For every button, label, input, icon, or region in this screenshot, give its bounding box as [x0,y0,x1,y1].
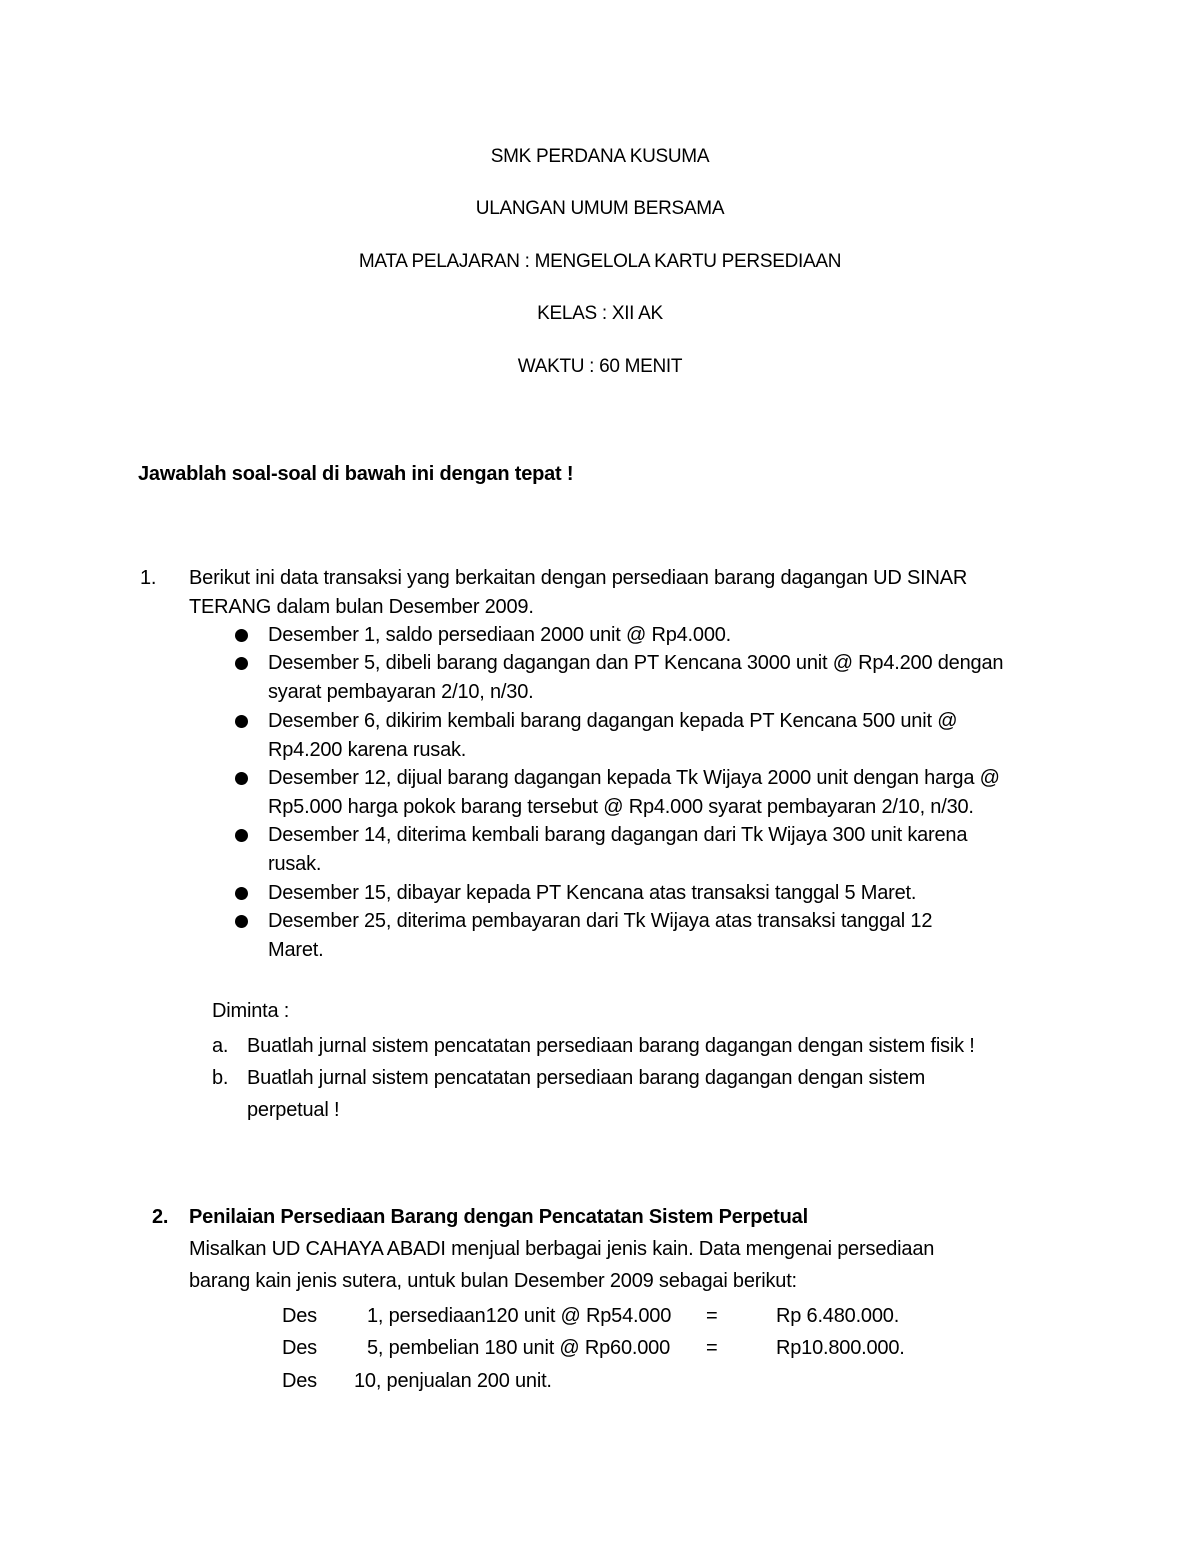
question-number: 1. [140,567,157,589]
list-item-text: Rp5.000 harga pokok barang tersebut @ Rp4.000 syarat pembayaran 2/10, n/30. [268,796,974,818]
list-item-text: Rp4.200 karena rusak. [268,739,467,761]
question-text-line: Berikut ini data transaksi yang berkaitan dengan persediaan barang dagangan UD SINAR [189,567,968,589]
row-desc: 5, pembelian 180 unit @ Rp60.000 [367,1337,671,1359]
list-item-text: syarat pembayaran 2/10, n/30. [268,681,534,703]
question-text-line: barang kain jenis sutera, untuk bulan Desember 2009 sebagai berikut: [189,1270,797,1292]
list-item-text: Desember 6, dikirim kembali barang dagangan kepada PT Kencana 500 unit @ [268,710,958,732]
list-item-text: Desember 12, dijual barang dagangan kepada Tk Wijaya 2000 unit dengan harga @ [268,767,1000,789]
task-text: Buatlah jurnal sistem pencatatan persediaan barang dagangan dengan sistem fisik ! [247,1035,975,1057]
row-month: Des [282,1370,317,1392]
question-text-line: Misalkan UD CAHAYA ABADI menjual berbagai jenis kain. Data mengenai persediaan [189,1238,935,1260]
bullet-icon [235,772,248,785]
list-item-text: Desember 25, diterima pembayaran dari Tk Wijaya atas transaksi tanggal 12 [268,910,933,932]
list-item-text: Maret. [268,939,324,961]
instruction: Jawablah soal-soal di bawah ini dengan tepat ! [138,463,574,485]
task-label: b. [212,1067,229,1089]
class-line: KELAS : XII AK [537,303,663,324]
list-item-text: Desember 15, dibayar kepada PT Kencana atas transaksi tanggal 5 Maret. [268,882,917,904]
question-number: 2. [152,1206,169,1228]
question-text-line: TERANG dalam bulan Desember 2009. [189,596,534,618]
bullet-icon [235,657,248,670]
subject-line: MATA PELAJARAN : MENGELOLA KARTU PERSEDIAAN [358,251,842,272]
bullet-icon [235,629,248,642]
exam-title: ULANGAN UMUM BERSAMA [475,198,725,219]
row-eq: = [706,1305,718,1327]
bullet-icon [235,829,248,842]
list-item-text: Desember 1, saldo persediaan 2000 unit @ Rp4.000. [268,624,732,646]
list-item-text: rusak. [268,853,322,875]
question-title: Penilaian Persediaan Barang dengan Pencatatan Sistem Perpetual [189,1206,808,1228]
row-amount: Rp10.800.000. [776,1337,905,1359]
row-eq: = [706,1337,718,1359]
task-text: perpetual ! [247,1099,340,1121]
bullet-icon [235,887,248,900]
task-text: Buatlah jurnal sistem pencatatan persediaan barang dagangan dengan sistem [247,1067,926,1089]
bullet-icon [235,915,248,928]
row-desc: 10, penjualan 200 unit. [354,1370,552,1392]
row-amount: Rp 6.480.000. [776,1305,900,1327]
list-item-text: Desember 5, dibeli barang dagangan dan PT Kencana 3000 unit @ Rp4.200 dengan [268,652,1004,674]
school-name: SMK PERDANA KUSUMA [490,146,710,167]
diminta-label: Diminta : [212,1000,290,1022]
row-month: Des [282,1337,317,1359]
list-item-text: Desember 14, diterima kembali barang dagangan dari Tk Wijaya 300 unit karena [268,824,968,846]
bullet-icon [235,715,248,728]
row-desc: 1, persediaan120 unit @ Rp54.000 [367,1305,672,1327]
time-line: WAKTU : 60 MENIT [517,356,683,377]
task-label: a. [212,1035,229,1057]
row-month: Des [282,1305,317,1327]
